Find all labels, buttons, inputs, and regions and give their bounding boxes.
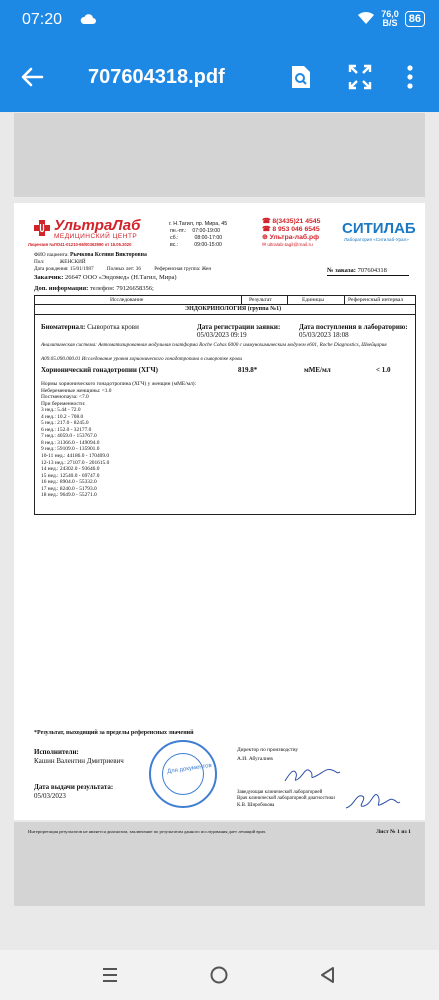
sex-label: Пол:: [34, 259, 45, 265]
lab-email: ✉ ultralab-tagil@mail.ru: [262, 243, 313, 248]
disclaimer: Интерпретация результатов не является диагнозом, заключение по результатам данного исследования дает лечащий врач.: [28, 829, 267, 834]
order-label: № заказа:: [327, 267, 356, 274]
back-arrow-icon[interactable]: [20, 66, 44, 93]
reference-norms: [41, 381, 196, 499]
director-title: Директор по производству: [237, 747, 299, 753]
test-value: 819.8*: [238, 366, 258, 374]
test-units: мМЕ/мл: [304, 366, 331, 374]
norm-line: Постменопауза: <7.0: [41, 394, 89, 401]
registration-label: Дата регистрации заявки:: [197, 323, 281, 331]
home-icon[interactable]: [209, 965, 229, 990]
partner-subtitle: Лаборатория «Ситилаб-Урал»: [344, 237, 409, 242]
pdf-page: [14, 203, 425, 835]
arrival-label: Дата поступления в лабораторию:: [299, 323, 408, 331]
norm-line: 9 нед.: 59109.0 - 135901.0: [41, 446, 100, 453]
norm-line: 18 нед.: 9649.0 - 55271.0: [41, 492, 97, 499]
birth-label: Дата рождения:: [34, 266, 69, 272]
out-of-range-footnote: *Результат, выходящий за пределы референсных значений: [34, 730, 194, 736]
norm-line: 8 нед.: 31366.0 - 149094.0: [41, 439, 100, 446]
patient-ref-group: Жен: [201, 266, 212, 272]
net-speed-unit: B/S: [382, 18, 398, 28]
norm-line: Нормы хорионического гонадотропина (ХГЧ) у женщин (мМЕ/мл):: [41, 381, 197, 387]
customer-line: [34, 274, 177, 281]
lab-license: Лицензия №ЛО41-01210-66/00363990 от 15.05.2020: [28, 242, 132, 247]
arrival-date: 05/03/2023 18:08: [299, 331, 349, 339]
results-table-body: [34, 304, 416, 515]
fullscreen-icon[interactable]: [348, 64, 372, 95]
order-value: 707604318: [357, 267, 387, 274]
patient-age: 36: [135, 266, 141, 272]
hours-days: пн.-пт.:: [170, 228, 187, 234]
head-title-1: Заведующая клинической лабораторией: [237, 790, 323, 795]
status-time: 07:20: [22, 11, 63, 28]
issue-date-value: 05/03/2023: [34, 792, 66, 800]
norm-line: 6 нед.: 152.0 - 32177.0: [41, 426, 92, 433]
customer-label: Заказчик:: [34, 274, 64, 281]
cloud-icon: [80, 12, 96, 30]
hours-days: вс.:: [170, 242, 179, 248]
previous-page: [14, 113, 425, 197]
norm-line: 7 нед.: 4059.0 - 153767.0: [41, 433, 97, 440]
executor-name: Кашин Валентин Дмитриевич: [34, 757, 124, 765]
patient-name: Рычкова Ксения Викторовна: [69, 252, 147, 258]
issue-date-block: [34, 783, 113, 800]
extra-value: телефон: 79126658356;: [89, 285, 154, 292]
issue-date-label: Дата выдачи результата:: [34, 783, 114, 791]
lab-contacts: [262, 218, 320, 250]
director-signature: [282, 765, 342, 787]
head-signature: [344, 788, 404, 814]
recent-apps-icon[interactable]: [100, 965, 120, 990]
norm-line: 5 нед.: 217.0 - 8245.0: [41, 420, 89, 427]
hours-time: 09:00-15:00: [194, 242, 222, 248]
signal-icon: [357, 11, 375, 27]
head-name: К.В. Широбокова: [237, 802, 275, 808]
arrival-block: [299, 323, 408, 339]
hours-time: 08:00-17:00: [194, 235, 223, 241]
partner-logo: СИТИЛАБ: [342, 220, 416, 237]
head-title-2: Врач клинической лабораторной диагностики: [237, 796, 335, 802]
header-units: Единицы: [302, 297, 324, 303]
lab-site: ⊕ Ультра-лаб.рф: [262, 234, 320, 241]
head-block: [237, 790, 335, 809]
system-nav-bar: [0, 950, 439, 1000]
network-speed: [381, 10, 399, 28]
hours-time: 07:00-19:00: [192, 228, 221, 234]
section-title: ЭНДОКРИНОЛОГИЯ (группа №1): [185, 306, 282, 312]
norm-line: 10-11 нед.: 44186.0 - 170409.0: [41, 453, 110, 460]
lab-stamp: [149, 740, 217, 808]
director-block: [237, 747, 298, 762]
norm-line: 14 нед.: 24302.0 - 93646.0: [41, 466, 100, 473]
director-name: А.И. Абугалиев: [237, 756, 273, 762]
ultralab-logo-icon: [34, 220, 50, 236]
section-divider: [35, 314, 415, 315]
norm-line: 16 нед.: 8904.0 - 55332.0: [41, 479, 97, 486]
extra-info-line: [34, 285, 154, 292]
registration-date: 05/03/2023 09:19: [197, 331, 247, 339]
lab-phone-1: ☎ 8(3435)21 4545: [262, 218, 321, 225]
more-options-icon[interactable]: [406, 64, 414, 95]
registration-block: [197, 323, 280, 339]
app-bar: [0, 44, 439, 112]
lab-hours: [170, 228, 222, 249]
status-bar: [0, 0, 439, 44]
biomaterial-value: Сыворотка крови: [87, 323, 139, 331]
lab-address: г. Н.Тагил, пр. Мира, 45: [169, 221, 228, 227]
test-code-line: A09.05.090.000.01 Исследование уровня хорионического гонадотропина в сыворотке крови: [41, 356, 242, 362]
fio-label: ФИО пациента:: [34, 252, 69, 258]
lab-subtitle: МЕДИЦИНСКИЙ ЦЕНТР: [54, 233, 138, 240]
header-study: Исследование: [110, 297, 144, 303]
next-page: [14, 822, 425, 906]
header-result: Результат: [249, 297, 272, 303]
norm-line: Небеременные женщины: <1.0: [41, 387, 112, 394]
norm-line: 12-13 нед.: 27107.0 - 201615.0: [41, 459, 110, 466]
search-document-icon[interactable]: [290, 64, 312, 95]
test-ref: < 1.0: [376, 366, 391, 374]
patient-block: [34, 252, 211, 272]
patient-sex: ЖЕНСКИЙ: [59, 259, 86, 265]
norm-line: 4 нед.: 10.2 - 708.0: [41, 413, 84, 420]
analytic-system-note: Аналитическая система: Автоматизированная модульная платформа Roche Cobas 6000 с иммунохимическим модулем e601, Roche Diagnostics, Швейцария: [41, 342, 387, 348]
stamp-text: Для документов: [166, 762, 213, 776]
sheet-number: Лист № 1 из 1: [376, 829, 411, 835]
file-title: 707604318.pdf: [88, 66, 225, 88]
executors-block: [34, 748, 124, 765]
ref-group-label: Референсная группа:: [154, 266, 201, 272]
biomaterial-line: [41, 323, 139, 331]
extra-label: Доп. информация:: [34, 285, 89, 292]
order-underline: [327, 275, 409, 276]
header-ref: Референсный интервал: [348, 297, 404, 303]
battery-icon: [405, 11, 425, 27]
norm-line: 15 нед.: 12540.0 - 69747.0: [41, 472, 100, 479]
status-icons: [357, 10, 425, 28]
back-icon[interactable]: [318, 965, 338, 990]
age-label: Полных лет:: [106, 266, 135, 272]
order-number: [327, 267, 387, 274]
battery-level: 86: [408, 13, 421, 25]
customer-value: 26647 ООО «Эндомед» (Н.Тагил, Мира): [65, 274, 177, 281]
patient-birth: 15/01/1987: [69, 266, 94, 272]
net-speed-value: 76,0: [381, 9, 399, 19]
hours-days: сб.:: [170, 235, 179, 241]
test-name: Хорионический гонадотропин (ХГЧ): [41, 366, 158, 374]
lab-phone-2: ☎ 8 953 046 6545: [262, 226, 320, 233]
norm-line: При беременности:: [41, 400, 86, 407]
norm-line: 3 нед.: 5.44 - 72.0: [41, 407, 81, 414]
norm-line: 17 нед.: 8240.0 - 51793.0: [41, 485, 97, 492]
biomaterial-label: Биоматериал:: [41, 323, 86, 331]
lab-name: УльтраЛаб: [54, 217, 141, 234]
executors-label: Исполнители:: [34, 748, 79, 756]
